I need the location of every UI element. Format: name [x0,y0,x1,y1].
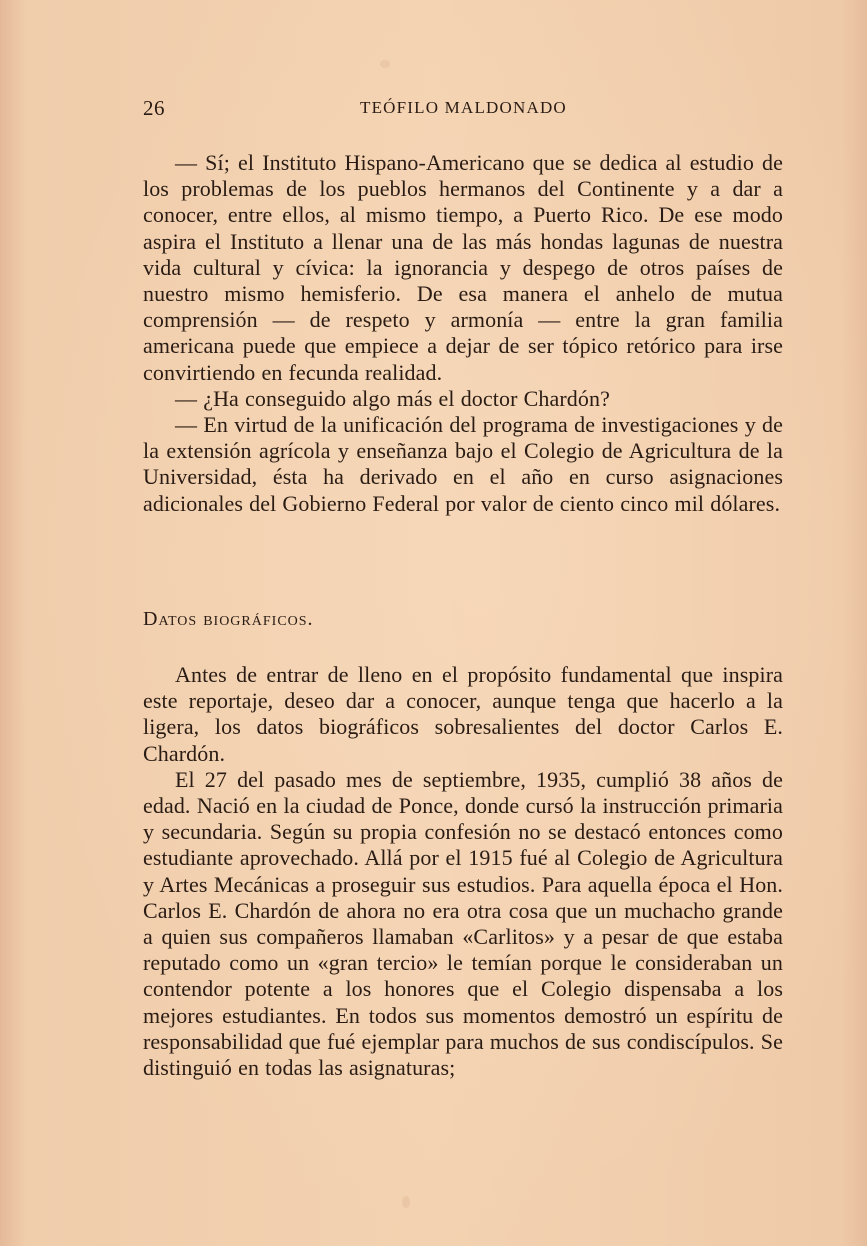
page-number: 26 [143,96,165,120]
body-text-top [143,150,783,517]
paper-spot [380,60,390,68]
paragraph-intro-biography: Antes de entrar de lleno en el propósito fundamental que inspira este reportaje, deseo dar a conocer, aunque tenga que hacerlo a la ligera, los datos biográficos sobresalientes del doctor Carlos E. Chardón. [143,662,783,766]
paragraph-answer: — En virtud de la unificación del programa de investigaciones y de la extensión agrícola y enseñanza bajo el Colegio de Agricultura de la Universidad, ésta ha derivado en el año en curso asignaciones adicionales del Gobierno Federal por valor de ciento cinco mil dólares. [143,412,783,516]
running-title: TEÓFILO MALDONADO [360,98,567,117]
paper-spot [402,1196,410,1208]
paragraph-instituto: — Sí; el Instituto Hispano-Americano que se dedica al estudio de los problemas de los pueblos hermanos del Continente y a dar a conocer, entre ellos, al mismo tiempo, a Puerto Rico. De ese modo aspira el Instituto a llenar una de las más hondas lagunas de nuestra vida cultural y cívica: la ignorancia y despego de otros países de nuestro mismo hemisferio. De esa manera el anhelo de mutua comprensión — de respeto y armonía — entre la gran familia americana puede que empiece a dejar de ser tópico retórico para irse convirtiendo en fecunda realidad. [143,150,783,385]
paragraph-biography: El 27 del pasado mes de septiembre, 1935, cumplió 38 años de edad. Nació en la ciudad de Ponce, donde cursó la instrucción primaria y secundaria. Según su propia confesión no se destacó entonces como estudiante aprovechado. Allá por el 1915 fué al Colegio de Agricultura y Artes Mecánicas a proseguir sus estudios. Para aquella época el Hon. Carlos E. Chardón de ahora no era otra cosa que un muchacho grande a quien sus compañeros llamaban «Carlitos» y a pesar de que estaba reputado como un «gran tercio» le temían porque le consideraban un contendor potente a los honores que el Colegio dispensaba a los mejores estudiantes. En todos sus momentos demostró un espíritu de responsabilidad que fué ejemplar para muchos de sus condiscípulos. Se distinguió en todas las asignaturas; [143,766,783,1081]
body-text-bottom [143,662,783,1081]
paragraph-question: — ¿Ha conseguido algo más el doctor Chardón? [175,385,610,411]
section-heading: Datos biográficos. [143,608,314,630]
